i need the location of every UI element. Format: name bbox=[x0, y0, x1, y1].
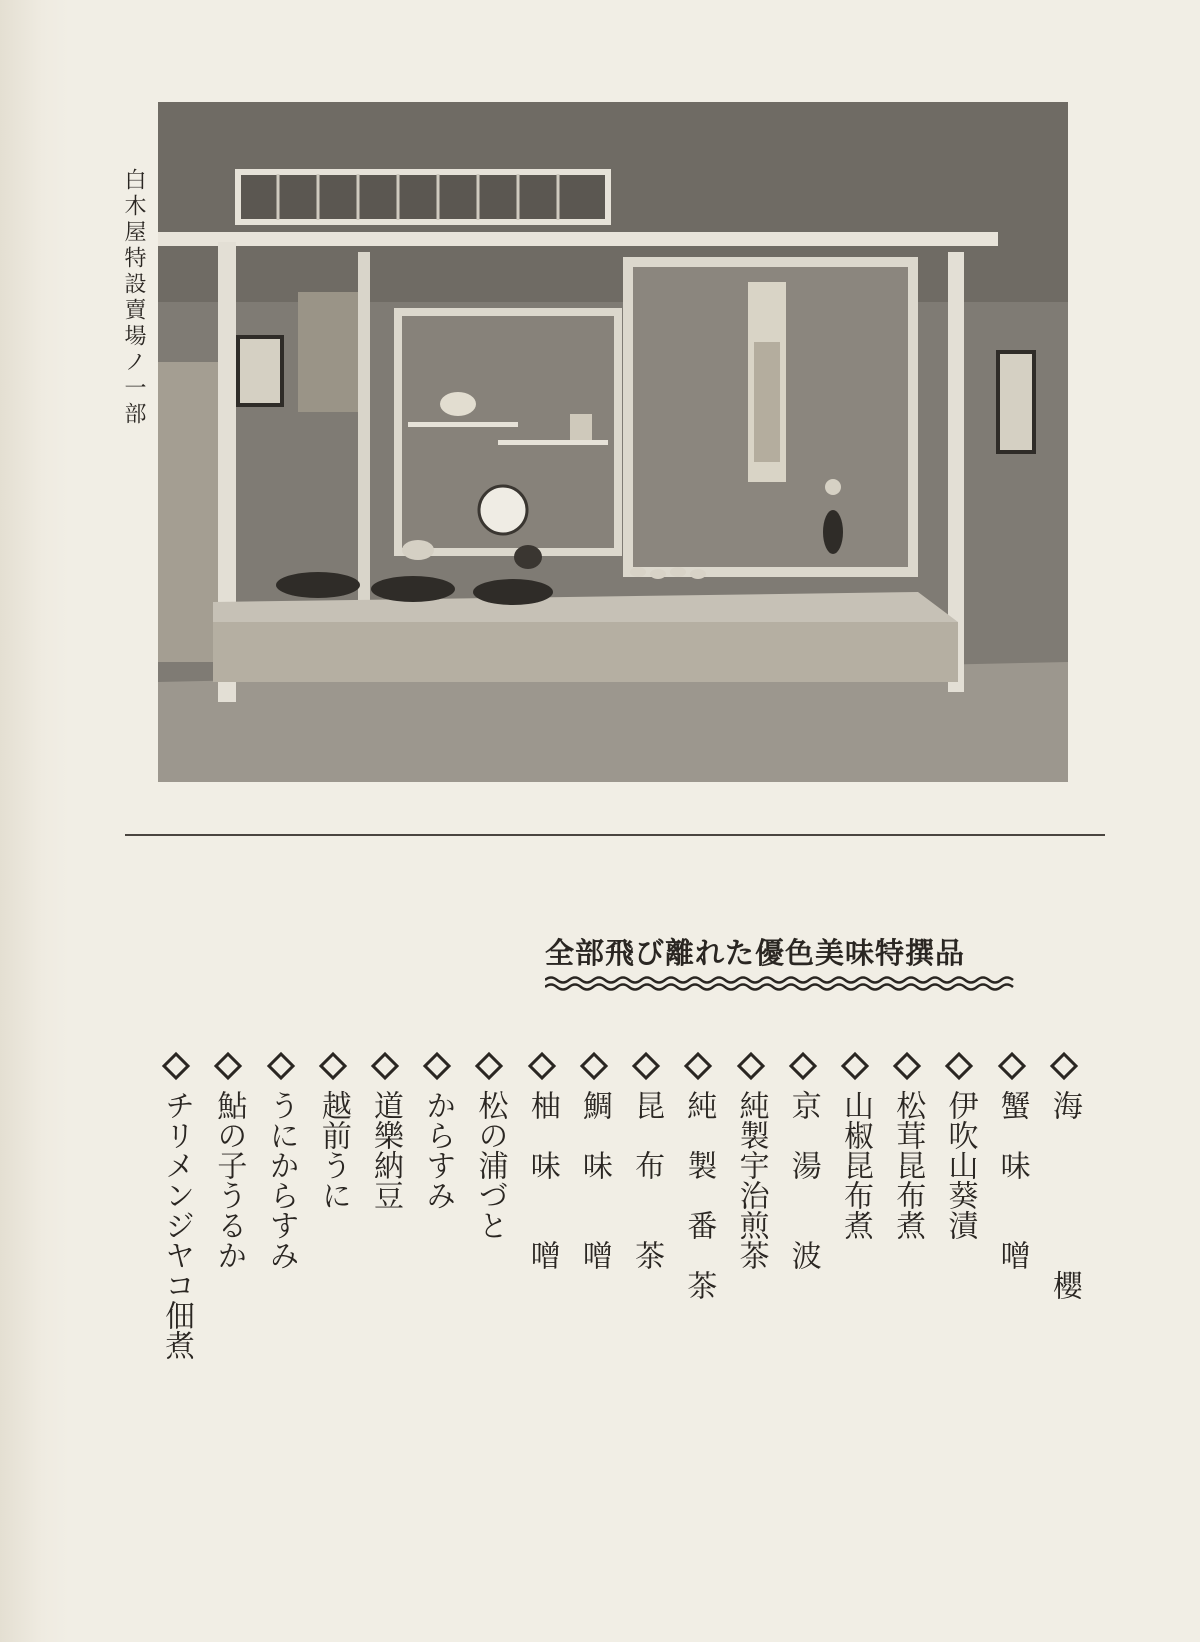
item-label: 柚 味 噌 bbox=[524, 1090, 560, 1270]
item-label: 越前うに bbox=[315, 1090, 351, 1210]
list-item bbox=[359, 1050, 411, 1510]
page-gutter bbox=[0, 0, 70, 1642]
list-item bbox=[568, 1050, 620, 1510]
diamond-bullet-icon bbox=[319, 1052, 347, 1080]
item-label: 鯛 味 噌 bbox=[576, 1090, 612, 1270]
diamond-bullet-icon bbox=[736, 1052, 764, 1080]
item-label: 松茸昆布煮 bbox=[890, 1090, 926, 1240]
list-item bbox=[463, 1050, 515, 1510]
wavy-underline bbox=[545, 975, 1015, 991]
diamond-bullet-icon bbox=[632, 1052, 660, 1080]
diamond-bullet-icon bbox=[893, 1052, 921, 1080]
section-divider bbox=[125, 834, 1105, 836]
list-item bbox=[411, 1050, 463, 1510]
list-item bbox=[881, 1050, 933, 1510]
item-label: 山椒昆布煮 bbox=[838, 1090, 874, 1240]
diamond-bullet-icon bbox=[789, 1052, 817, 1080]
list-item bbox=[933, 1050, 985, 1510]
diamond-bullet-icon bbox=[1050, 1052, 1078, 1080]
item-label: 道樂納豆 bbox=[368, 1090, 404, 1210]
item-label: 蟹 味 噌 bbox=[994, 1090, 1030, 1270]
item-label: 京 湯 波 bbox=[785, 1090, 821, 1270]
diamond-bullet-icon bbox=[841, 1052, 869, 1080]
list-item bbox=[516, 1050, 568, 1510]
list-item bbox=[829, 1050, 881, 1510]
diamond-bullet-icon bbox=[580, 1052, 608, 1080]
diamond-bullet-icon bbox=[475, 1052, 503, 1080]
list-item bbox=[672, 1050, 724, 1510]
list-item bbox=[620, 1050, 672, 1510]
headline-block bbox=[545, 936, 1035, 991]
list-item bbox=[777, 1050, 829, 1510]
diamond-bullet-icon bbox=[528, 1052, 556, 1080]
item-label: うにからすみ bbox=[263, 1090, 299, 1270]
diamond-bullet-icon bbox=[945, 1052, 973, 1080]
item-label: からすみ bbox=[420, 1090, 456, 1210]
item-label: 純製宇治煎茶 bbox=[733, 1090, 769, 1270]
diamond-bullet-icon bbox=[371, 1052, 399, 1080]
diamond-bullet-icon bbox=[162, 1052, 190, 1080]
diamond-bullet-icon bbox=[684, 1052, 712, 1080]
item-label: 鮎の子うるか bbox=[211, 1090, 247, 1270]
item-label: 海 櫻 bbox=[1046, 1090, 1082, 1300]
headline: 全部飛び離れた優色美味特撰品 bbox=[545, 936, 966, 970]
item-label: 伊吹山葵漬 bbox=[942, 1090, 978, 1240]
diamond-bullet-icon bbox=[266, 1052, 294, 1080]
item-label: 松の浦づと bbox=[472, 1090, 508, 1240]
item-label: 純 製 番 茶 bbox=[681, 1090, 717, 1300]
list-item bbox=[724, 1050, 776, 1510]
list-item bbox=[1038, 1050, 1090, 1510]
list-item bbox=[150, 1050, 202, 1510]
list-item bbox=[986, 1050, 1038, 1510]
item-label: チリメンジヤコ佃煮 bbox=[159, 1090, 195, 1360]
diamond-bullet-icon bbox=[998, 1052, 1026, 1080]
diamond-bullet-icon bbox=[423, 1052, 451, 1080]
list-item bbox=[255, 1050, 307, 1510]
showroom-photo bbox=[158, 102, 1068, 782]
item-label: 昆 布 茶 bbox=[629, 1090, 665, 1270]
list-item bbox=[307, 1050, 359, 1510]
list-item bbox=[202, 1050, 254, 1510]
photo-caption: 白木屋特設賣場ノ一部 bbox=[121, 168, 146, 428]
product-list bbox=[150, 1050, 1090, 1510]
diamond-bullet-icon bbox=[214, 1052, 242, 1080]
